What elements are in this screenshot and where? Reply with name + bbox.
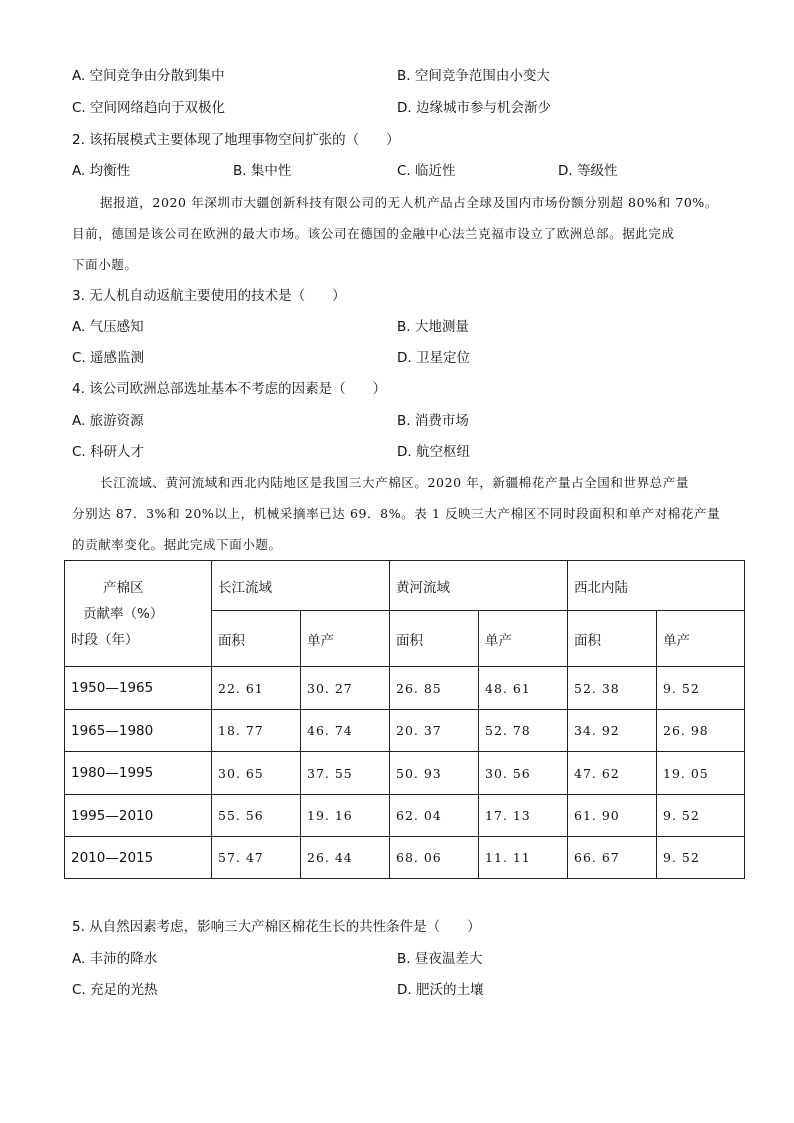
value-cell: 20. 37 [390,710,479,752]
value-cell: 52. 78 [479,710,568,752]
q2-option-a: A. 均衡性 [72,163,131,179]
q2-option-d: D. 等级性 [558,163,618,179]
value-cell: 17. 13 [479,795,568,837]
value-cell: 26. 85 [390,667,479,710]
value-cell: 47. 62 [568,752,657,795]
region-header-northwest: 西北内陆 [568,561,745,611]
value-cell: 48. 61 [479,667,568,710]
q1-option-d: D. 边缘城市参与机会渐少 [397,100,551,116]
passage1-line2: 目前，德国是该公司在欧洲的最大市场。该公司在德国的金融中心法兰克福市设立了欧洲总部。据此完成 [72,226,675,241]
q4-option-b: B. 消费市场 [397,413,469,429]
q1-option-b: B. 空间竞争范围由小变大 [397,68,550,84]
q3-option-a: A. 气压感知 [72,319,144,335]
cotton-contribution-table [64,560,745,879]
q3-option-d: D. 卫星定位 [397,350,470,366]
table-row [65,667,745,710]
corner-label-rate: 贡献率（%） [83,605,164,622]
q4-option-a: A. 旅游资源 [72,413,144,429]
passage1-line3: 下面小题。 [72,257,138,272]
q2-option-b: B. 集中性 [233,163,292,179]
q5-option-a: A. 丰沛的降水 [72,951,158,967]
subheader-area: 面积 [390,611,479,667]
corner-label-region: 产棉区 [103,579,144,596]
value-cell: 22. 61 [212,667,301,710]
q5-option-b: B. 昼夜温差大 [397,951,483,967]
value-cell: 55. 56 [212,795,301,837]
value-cell: 9. 52 [657,837,745,879]
table-row [65,710,745,752]
value-cell: 19. 05 [657,752,745,795]
value-cell: 11. 11 [479,837,568,879]
q4-option-d: D. 航空枢纽 [397,444,470,460]
value-cell: 68. 06 [390,837,479,879]
value-cell: 34. 92 [568,710,657,752]
subheader-yield: 单产 [479,611,568,667]
value-cell: 50. 93 [390,752,479,795]
table-row [65,752,745,795]
passage2-line1: 长江流域、黄河流域和西北内陆地区是我国三大产棉区。2020 年，新疆棉花产量占全国和世界总产量 [100,475,689,490]
table-corner-header [65,561,212,667]
value-cell: 19. 16 [301,795,390,837]
value-cell: 52. 38 [568,667,657,710]
region-header-huanghe: 黄河流域 [390,561,568,611]
value-cell: 26. 44 [301,837,390,879]
q1-option-a: A. 空间竞争由分散到集中 [72,68,225,84]
value-cell: 61. 90 [568,795,657,837]
q1-option-c: C. 空间网络趋向于双极化 [72,100,226,116]
period-cell: 1995—2010 [65,795,212,837]
corner-label-period: 时段（年） [71,631,139,648]
q2-stem: 2. 该拓展模式主要体现了地理事物空间扩张的（ ） [72,132,400,148]
q5-stem: 5. 从自然因素考虑，影响三大产棉区棉花生长的共性条件是（ ） [72,919,481,935]
passage1-line1: 据报道，2020 年深圳市大疆创新科技有限公司的无人机产品占全球及国内市场份额分别超 80%和 70%。 [100,195,718,210]
subheader-yield: 单产 [657,611,745,667]
period-cell: 2010—2015 [65,837,212,879]
q4-option-c: C. 科研人才 [72,444,145,460]
value-cell: 66. 67 [568,837,657,879]
value-cell: 9. 52 [657,795,745,837]
table-row [65,837,745,879]
q4-stem: 4. 该公司欧洲总部选址基本不考虑的因素是（ ） [72,381,387,397]
value-cell: 30. 56 [479,752,568,795]
value-cell: 18. 77 [212,710,301,752]
value-cell: 57. 47 [212,837,301,879]
table-row [65,795,745,837]
value-cell: 9. 52 [657,667,745,710]
value-cell: 37. 55 [301,752,390,795]
passage2-line3: 的贡献率变化。据此完成下面小题。 [72,537,282,552]
period-cell: 1965—1980 [65,710,212,752]
q5-option-c: C. 充足的光热 [72,982,158,998]
q3-stem: 3. 无人机自动返航主要使用的技术是（ ） [72,288,346,304]
period-cell: 1980—1995 [65,752,212,795]
subheader-area: 面积 [568,611,657,667]
q3-option-c: C. 遥感监测 [72,350,145,366]
passage2-line2: 分别达 87．3%和 20%以上，机械采摘率已达 69．8%。表 1 反映三大产棉区不同时段面积和单产对棉花产量 [72,506,721,521]
q3-option-b: B. 大地测量 [397,319,469,335]
subheader-area: 面积 [212,611,301,667]
q5-option-d: D. 肥沃的土壤 [397,982,484,998]
period-cell: 1950—1965 [65,667,212,710]
value-cell: 30. 27 [301,667,390,710]
q2-option-c: C. 临近性 [397,163,456,179]
value-cell: 30. 65 [212,752,301,795]
value-cell: 46. 74 [301,710,390,752]
subheader-yield: 单产 [301,611,390,667]
region-header-changjiang: 长江流域 [212,561,390,611]
value-cell: 26. 98 [657,710,745,752]
value-cell: 62. 04 [390,795,479,837]
